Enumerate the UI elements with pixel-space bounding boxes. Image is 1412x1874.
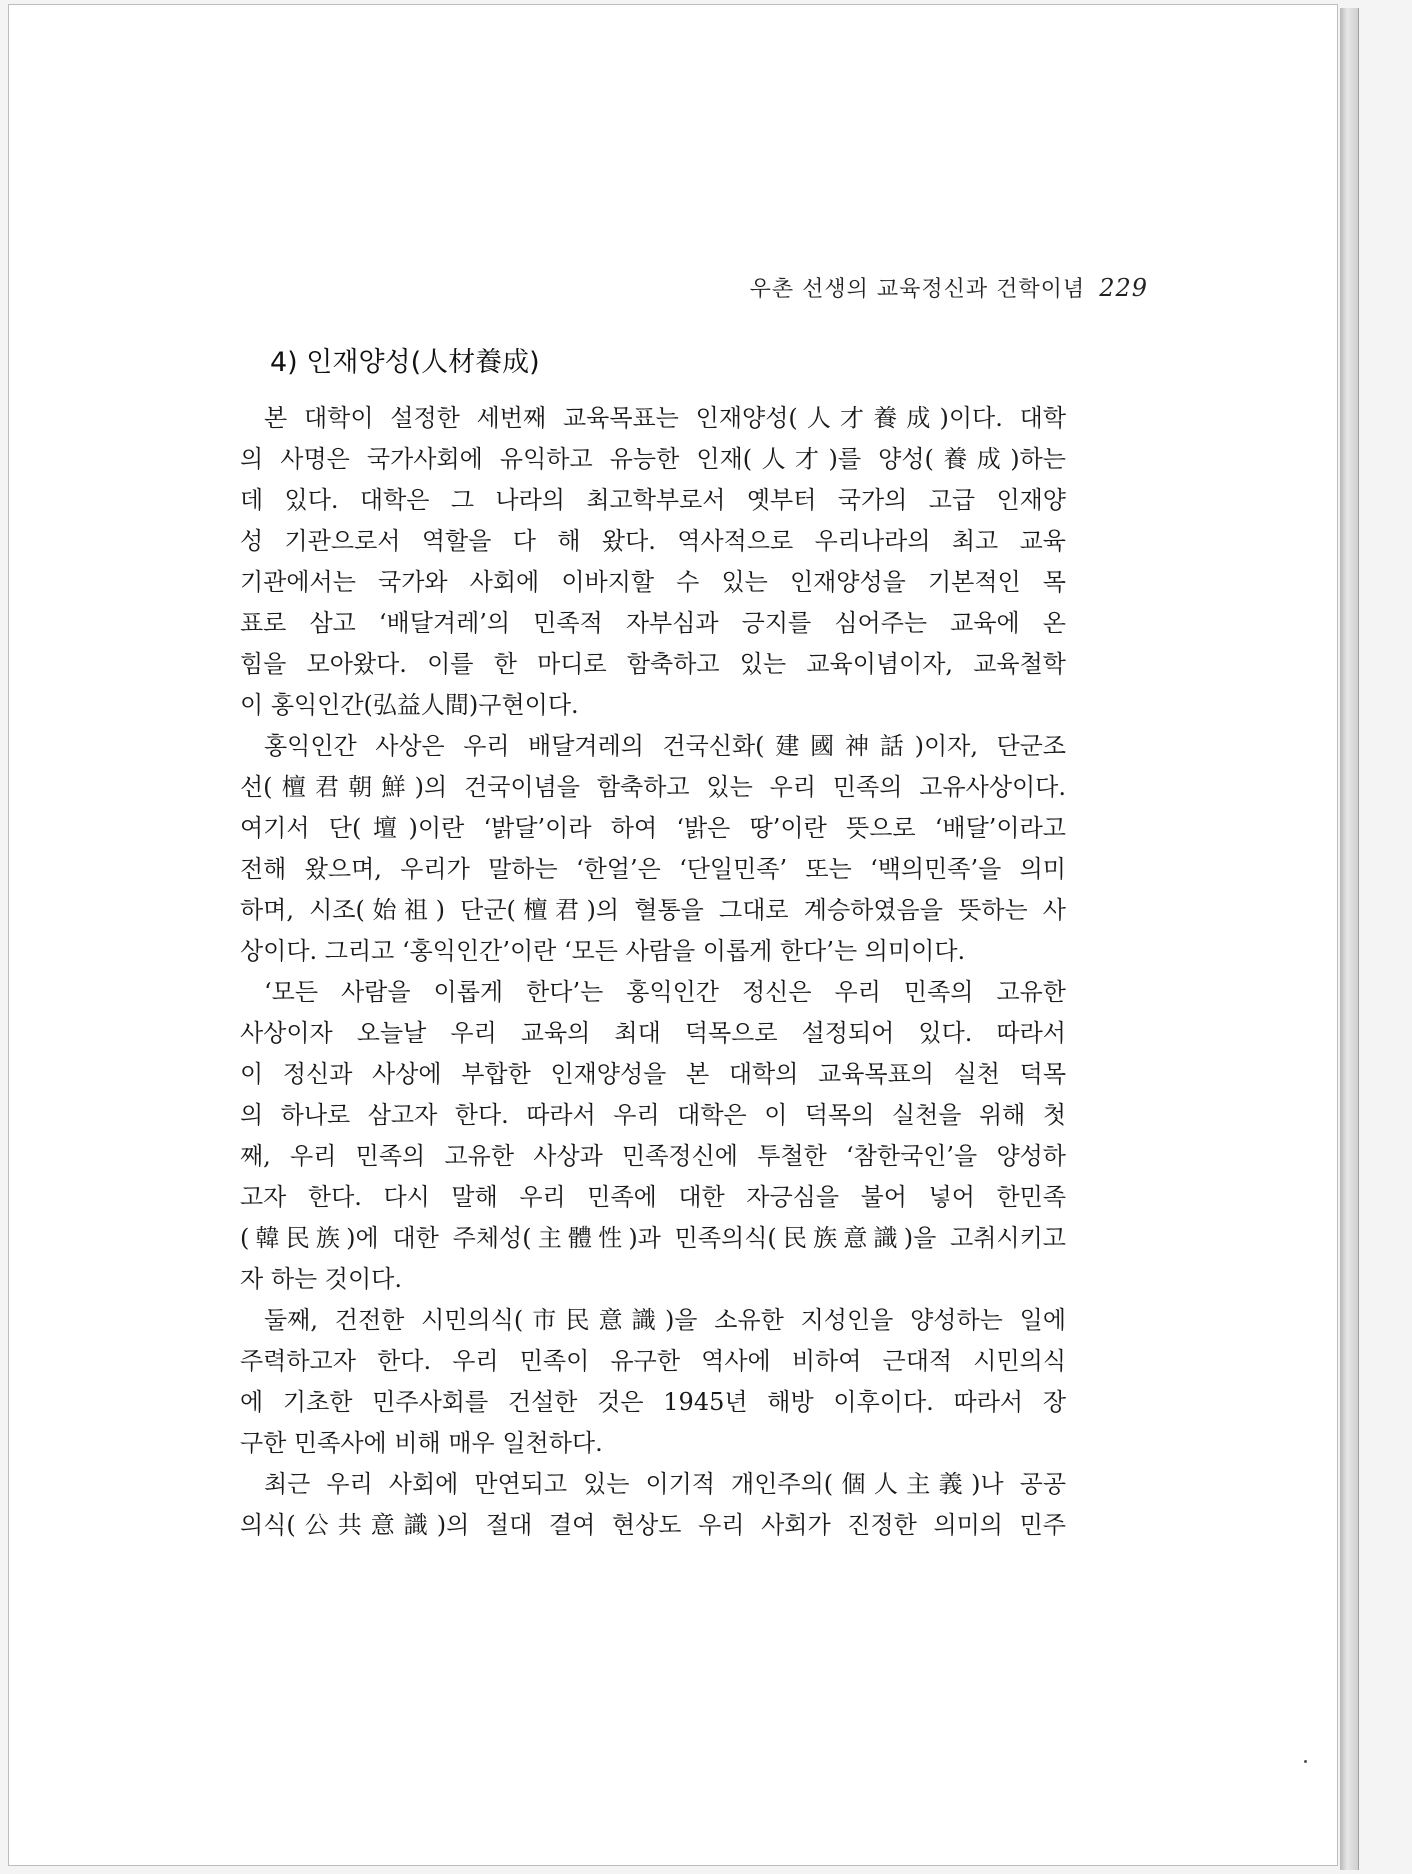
text-line: 표로 삼고 ‘배달겨레’의 민족적 자부심과 긍지를 심어주는 교육에 온 xyxy=(240,609,1066,637)
paragraph-5 xyxy=(240,1464,1066,1546)
text-line: 이 홍익인간(弘益人間)구현이다. xyxy=(240,691,579,719)
paragraph-3 xyxy=(240,972,1066,1300)
text-line: 주력하고자 한다. 우리 민족이 유구한 역사에 비하여 근대적 시민의식 xyxy=(240,1347,1066,1375)
page-number: 229 xyxy=(1099,274,1148,302)
text-line: ‘모든 사람을 이롭게 한다’는 홍익인간 정신은 우리 민족의 고유한 xyxy=(264,978,1066,1006)
text-line: 데 있다. 대학은 그 나라의 최고학부로서 옛부터 국가의 고급 인재양 xyxy=(240,486,1066,514)
body-text xyxy=(240,398,1066,1546)
text-line: 성 기관으로서 역할을 다 해 왔다. 역사적으로 우리나라의 최고 교육 xyxy=(240,527,1066,555)
text-line: 둘째, 건전한 시민의식(市民意識)을 소유한 지성인을 양성하는 일에 xyxy=(264,1306,1066,1334)
text-line: (韓民族)에 대한 주체성(主體性)과 민족의식(民族意識)을 고취시키고 xyxy=(240,1224,1066,1252)
text-line: 하며, 시조(始祖) 단군(檀君)의 혈통을 그대로 계승하였음을 뜻하는 사 xyxy=(240,896,1066,924)
running-head xyxy=(750,272,1148,303)
text-line: 구한 민족사에 비해 매우 일천하다. xyxy=(240,1429,603,1457)
paragraph-4 xyxy=(240,1300,1066,1464)
text-line: 전해 왔으며, 우리가 말하는 ‘한얼’은 ‘단일민족’ 또는 ‘백의민족’을 의미 xyxy=(240,855,1066,883)
text-line: 상이다. 그리고 ‘홍익인간’이란 ‘모든 사람을 이롭게 한다’는 의미이다. xyxy=(240,937,966,965)
text-line: 의 사명은 국가사회에 유익하고 유능한 인재(人才)를 양성(養成)하는 xyxy=(240,445,1066,473)
text-line: 자 하는 것이다. xyxy=(240,1265,402,1293)
text-line: 째, 우리 민족의 고유한 사상과 민족정신에 투철한 ‘참한국인’을 양성하 xyxy=(240,1142,1066,1170)
text-line: 최근 우리 사회에 만연되고 있는 이기적 개인주의(個人主義)나 공공 xyxy=(264,1470,1066,1498)
text-line: 홍익인간 사상은 우리 배달겨레의 건국신화(建國神話)이자, 단군조 xyxy=(264,732,1066,760)
section-heading: 4) 인재양성(人材養成) xyxy=(270,347,540,378)
text-line: 의식(公共意識)의 절대 결여 현상도 우리 사회가 진정한 의미의 민주 xyxy=(240,1511,1066,1539)
text-line: 의 하나로 삼고자 한다. 따라서 우리 대학은 이 덕목의 실천을 위해 첫 xyxy=(240,1101,1066,1129)
text-line: 힘을 모아왔다. 이를 한 마디로 함축하고 있는 교육이념이자, 교육철학 xyxy=(240,650,1066,678)
scan-speck xyxy=(1304,1760,1307,1763)
page-edge-shadow xyxy=(1340,8,1359,1870)
running-head-title: 우촌 선생의 교육정신과 건학이념 xyxy=(749,277,1086,302)
text-line: 기관에서는 국가와 사회에 이바지할 수 있는 인재양성을 기본적인 목 xyxy=(240,568,1066,596)
paragraph-1 xyxy=(240,398,1066,726)
text-line: 고자 한다. 다시 말해 우리 민족에 대한 자긍심을 불어 넣어 한민족 xyxy=(240,1183,1066,1211)
text-line: 선(檀君朝鮮)의 건국이념을 함축하고 있는 우리 민족의 고유사상이다. xyxy=(240,773,1066,801)
text-line: 본 대학이 설정한 세번째 교육목표는 인재양성(人才養成)이다. 대학 xyxy=(264,404,1066,432)
text-line: 사상이자 오늘날 우리 교육의 최대 덕목으로 설정되어 있다. 따라서 xyxy=(240,1019,1066,1047)
text-line: 여기서 단(壇)이란 ‘밝달’이라 하여 ‘밝은 땅’이란 뜻으로 ‘배달’이라고 xyxy=(240,814,1066,842)
text-line: 에 기초한 민주사회를 건설한 것은 1945년 해방 이후이다. 따라서 장 xyxy=(240,1388,1066,1416)
paragraph-2 xyxy=(240,726,1066,972)
text-line: 이 정신과 사상에 부합한 인재양성을 본 대학의 교육목표의 실천 덕목 xyxy=(240,1060,1066,1088)
